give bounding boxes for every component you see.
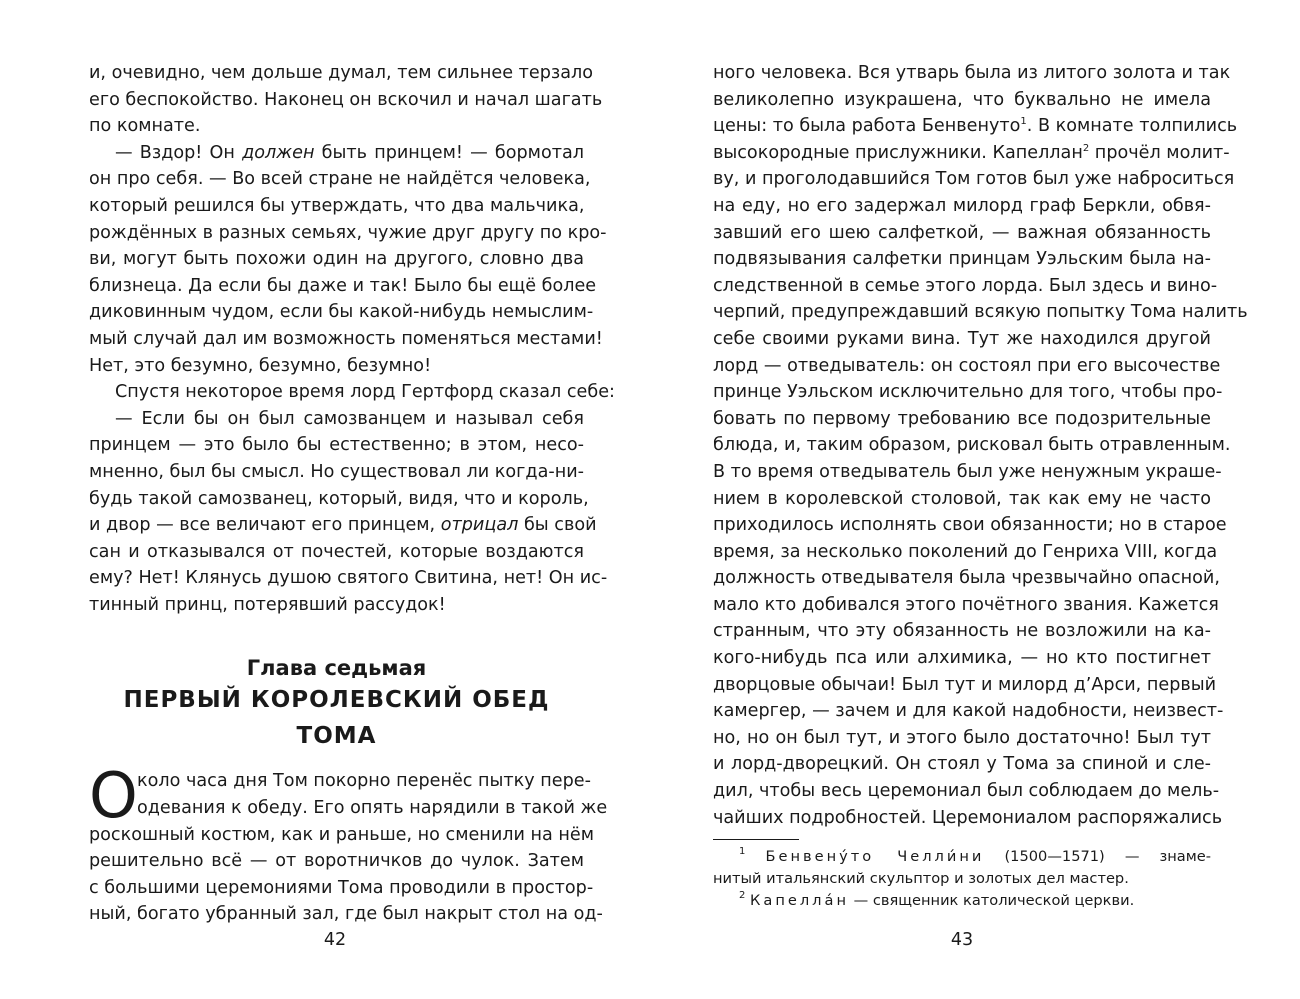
text-line: [713, 113, 1238, 140]
text-line: по комнате.: [89, 116, 201, 137]
text-line: [713, 140, 1230, 167]
text-span: (1500—1571) — знаме-: [984, 848, 1211, 866]
text-span: и двор — все величают его принцем,: [89, 515, 441, 536]
text-line: должность отведывателя была чрезвычайно опасной,: [713, 568, 1220, 589]
text-line: он про себя. — Во всей стране не найдётся человека,: [89, 169, 591, 190]
text-line: ву, и проголодавшийся Том готов был уже наброситься: [713, 169, 1235, 190]
text-line: ви, могут быть похожи один на другого, словно два: [89, 249, 584, 270]
text-line: коло часа дня Том покорно перенёс пытку пере-: [137, 771, 591, 792]
chapter-label: Глава седьмая: [246, 656, 427, 681]
emphasis: отрицал: [440, 515, 519, 536]
text-line: чайших подробностей. Церемониалом распоряжались: [713, 807, 1223, 828]
text-line: завший его шею салфеткой, — важная обязанность: [713, 222, 1211, 243]
text-line: роскошный костюм, как и раньше, но сменили на нём: [89, 824, 594, 845]
footnote-name: Капелла́н: [750, 892, 849, 910]
text-line: рождённых в разных семьях, чужие друг другу по кро-: [89, 222, 607, 243]
text-line: мненно, был бы смысл. Но существовал ли когда-ни-: [89, 461, 585, 482]
footnote-ref-2[interactable]: 2: [1082, 142, 1090, 154]
chapter-heading: [89, 654, 584, 754]
text-line: В то время отведыватель был уже ненужным украше-: [713, 461, 1222, 482]
chapter-first-paragraph: [89, 759, 608, 928]
footnote-number: 2: [739, 890, 746, 902]
page-number-left: 42: [323, 930, 347, 950]
text-line: [89, 140, 584, 167]
text-span: быть принцем! — бормотал: [314, 142, 584, 163]
text-line: принце Уэльском исключительно для того, чтобы про-: [713, 382, 1223, 403]
left-page: [89, 60, 615, 928]
chapter-title: ПЕРВЫЙ КОРОЛЕВСКИЙ ОБЕД ТОМА: [123, 687, 550, 750]
text-line: решительно всё — от воротничков до чулок. Затем: [89, 851, 584, 872]
text-line: дил, чтобы весь церемониал был соблюдаем до мель-: [713, 781, 1220, 802]
text-line: будь такой самозванец, который, видя, что и король,: [89, 488, 589, 509]
text-line: приходилось исполнять свои обязанности; но в старое: [713, 515, 1227, 536]
text-span: бы свой: [518, 515, 597, 536]
footnote-divider: [713, 839, 799, 840]
text-line: с большими церемониями Тома проводили в простор-: [89, 877, 594, 898]
text-span: . В комнате толпились: [1026, 116, 1238, 137]
text-line: нием в королевской столовой, так как ему не часто: [713, 488, 1211, 509]
text-line: близнеца. Да если бы даже и так! Было бы ещё более: [89, 275, 597, 296]
text-line: принцем — это было бы естественно; в этом, несо-: [89, 435, 584, 456]
text-line: и лорд-дворецкий. Он стоял у Тома за спиной и сле-: [713, 754, 1211, 775]
text-line: мый случай дал им возможность поменяться местами!: [89, 328, 603, 349]
text-span: — Вздор! Он: [115, 142, 243, 163]
text-line: и, очевидно, чем дольше думал, тем сильнее терзало: [89, 63, 594, 83]
text-line: ного человека. Вся утварь была из литого золота и так: [713, 63, 1231, 83]
text-line: камергер, — зачем и для какой надобности, неизвест-: [713, 701, 1224, 722]
drop-cap: О: [89, 759, 138, 833]
footnotes: [713, 846, 1211, 912]
footnote-ref-1[interactable]: 1: [1020, 116, 1027, 128]
text-line: его беспокойство. Наконец он вскочил и начал шагать: [89, 89, 603, 110]
text-span: высокородные прислужники. Капеллан: [713, 142, 1083, 163]
text-line: диковинным чудом, если бы какой-нибудь немыслим-: [89, 302, 594, 323]
footnote-name: Бенвену́то Челли́ни: [765, 848, 985, 866]
right-page: [713, 60, 1248, 912]
text-line: тинный принц, потерявший рассудок!: [89, 594, 446, 615]
text-line: странным, что эту обязанность не возложили на ка-: [713, 621, 1211, 642]
footnote-1: [713, 846, 1211, 868]
text-line: бовать по первому требованию все подозрительные: [713, 408, 1211, 429]
text-span: цены: то была работа Бенвенуто: [713, 116, 1021, 137]
text-line: мало кто добивался этого почётного звания. Кажется: [713, 594, 1219, 615]
text-line: лорд — отведыватель: он состоял при его высочестве: [713, 355, 1221, 376]
footnote-2: [713, 890, 1211, 912]
text-line: великолепно изукрашена, что буквально не имела: [713, 89, 1211, 110]
text-line: одевания к обеду. Его опять нарядили в такой же: [137, 798, 608, 819]
text-line: Спустя некоторое время лорд Гертфорд сказал себе:: [115, 382, 615, 403]
page-number-right: 43: [950, 930, 974, 950]
text-span: — священник католической церкви.: [848, 892, 1135, 910]
text-line: на еду, но его задержал милорд граф Беркли, обвя-: [713, 195, 1211, 216]
text-line: следственной в семье этого лорда. Был здесь и вино-: [713, 275, 1218, 296]
emphasis: должен: [242, 142, 315, 163]
text-line: подвязывания салфетки принцам Уэльским была на-: [713, 249, 1211, 270]
text-line: время, за несколько поколений до Генриха VIII, когда: [713, 541, 1218, 562]
text-line: который решился бы утверждать, что два мальчика,: [89, 195, 585, 216]
text-line: кого-нибудь пса или алхимика, — но кто постигнет: [713, 648, 1211, 669]
text-line: но, но он был тут, и этого было достаточно! Был тут: [713, 727, 1211, 748]
text-line: блюда, и, таким образом, рисковал быть отравленным.: [713, 435, 1231, 456]
text-line: черпий, предупреждавший всякую попытку Тома налить: [713, 302, 1248, 323]
text-line: себе своими руками вина. Тут же находился другой: [713, 328, 1211, 349]
footnote-number: 1: [739, 846, 746, 858]
text-line: Нет, это безумно, безумно, безумно!: [89, 355, 432, 376]
text-line: ему? Нет! Клянусь душою святого Свитина, нет! Он ис-: [89, 568, 608, 589]
text-line: ный, богато убранный зал, где был накрыт стол на од-: [89, 904, 603, 925]
text-line: дворцовые обычаи! Был тут и милорд д’Арси, первый: [713, 674, 1217, 695]
text-span: прочёл молит-: [1089, 142, 1230, 163]
text-line: — Если бы он был самозванцем и называл себя: [115, 408, 584, 429]
text-line: сан и отказывался от почестей, которые воздаются: [89, 541, 584, 562]
footnote-1-cont: нитый итальянский скульптор и золотых дел мастер.: [713, 870, 1129, 888]
text-line: [89, 512, 597, 539]
